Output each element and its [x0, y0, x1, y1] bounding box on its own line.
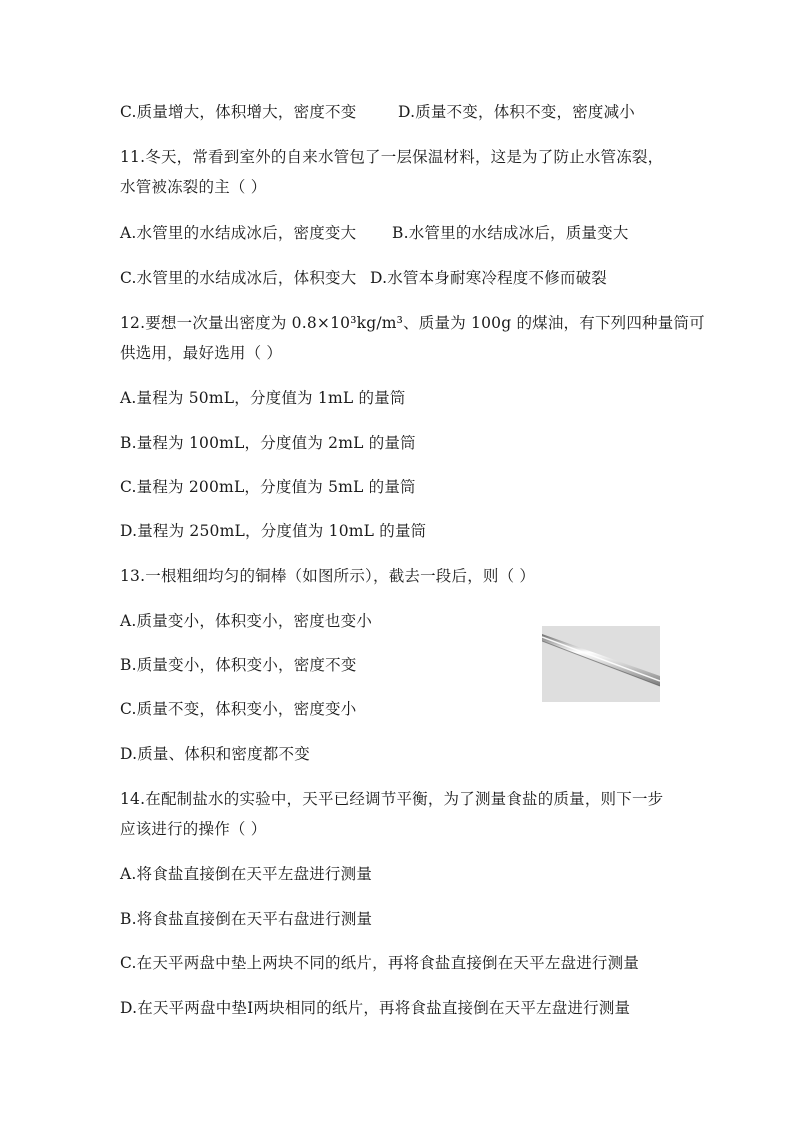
q14-option-c: C.在天平两盘中垫上两块不同的纸片，再将食盐直接倒在天平左盘进行测量 [120, 954, 640, 972]
q12-stem-line1: 12.要想一次量出密度为 0.8×10³kg/m³、质量为 100g 的煤油，有下列四种量筒可 [120, 314, 705, 332]
q14-option-a: A.将食盐直接倒在天平左盘进行测量 [120, 865, 373, 883]
q10-option-c: C.质量增大，体积增大，密度不变 [120, 103, 357, 121]
q13-stem: 13.一根粗细均匀的铜棒（如图所示），截去一段后，则（ ） [120, 567, 536, 585]
q11-option-b: B.水管里的水结成冰后，质量变大 [392, 224, 629, 242]
q13-option-d: D.质量、体积和密度都不变 [120, 745, 310, 763]
q11-stem-line2: 水管被冻裂的主（ ） [120, 178, 267, 196]
copper-rod-svg [542, 626, 660, 702]
q13-option-a: A.质量变小，体积变小，密度也变小 [120, 612, 373, 630]
q11-stem-line1: 11.冬天，常看到室外的自来水管包了一层保温材料，这是为了防止水管冻裂， [120, 148, 664, 166]
q12-option-c: C.量程为 200mL，分度值为 5mL 的量筒 [120, 478, 416, 496]
q13-option-c: C.质量不变，体积变小，密度变小 [120, 700, 357, 718]
q10-option-d: D.质量不变，体积不变，密度减小 [398, 103, 636, 121]
q12-option-a: A.量程为 50mL，分度值为 1mL 的量筒 [120, 389, 406, 407]
q11-option-d: D.水管本身耐寒冷程度不修而破裂 [370, 269, 608, 287]
copper-rod-photo-icon [542, 626, 660, 702]
q12-option-d: D.量程为 250mL，分度值为 10mL 的量筒 [120, 522, 427, 540]
q14-stem-line2: 应该进行的操作（ ） [120, 820, 267, 838]
q14-stem-line1: 14.在配制盐水的实验中，天平已经调节平衡，为了测量食盐的质量，则下一步 [120, 790, 664, 808]
q14-option-d: D.在天平两盘中垫Ⅰ两块相同的纸片，再将食盐直接倒在天平左盘进行测量 [120, 999, 631, 1017]
q12-option-b: B.量程为 100mL，分度值为 2mL 的量筒 [120, 434, 416, 452]
q14-option-b: B.将食盐直接倒在天平右盘进行测量 [120, 910, 373, 928]
q13-option-b: B.质量变小，体积变小，密度不变 [120, 656, 357, 674]
q12-stem-line2: 供选用，最好选用（ ） [120, 344, 283, 362]
q11-option-c: C.水管里的水结成冰后，体积变大 [120, 269, 357, 287]
q11-option-a: A.水管里的水结成冰后，密度变大 [120, 224, 357, 242]
